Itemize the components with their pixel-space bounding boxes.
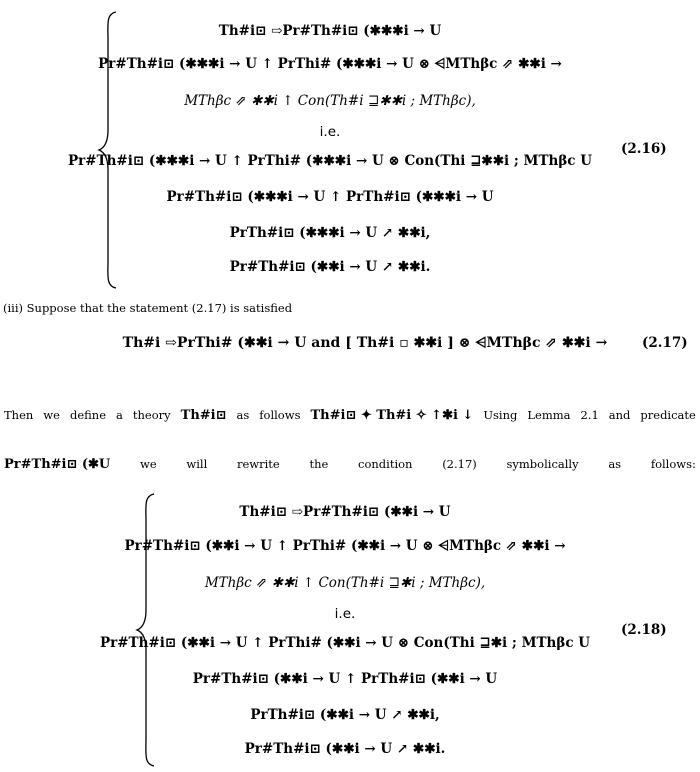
word: follows: [650,457,696,471]
word: (2.17) [442,457,477,471]
eq-2-18-line-2: Pr#Th#i⊡ (✱✱i → U ↑ PrThi# (✱✱i → U ⊗ ⩤MThβc ⇗ ✱✱i → [124,538,566,554]
eq-2-16-line-4: i.e. [319,124,341,140]
word: Then [4,408,34,422]
eq-2-18-line-5: Pr#Th#i⊡ (✱✱i → U ↑ PrThi# (✱✱i → U ⊗ Con(Thi ⊒✱i ; MThβc U [99,635,591,651]
eq-2-18-line-3: MThβc ⇗ ✱✱i ↑ Con(Th#i ⊒✱i ; MThβc), [204,575,486,591]
word: condition [358,457,413,471]
eq-2-18-line-1: Th#i⊡ ⇨Pr#Th#i⊡ (✱✱i → U [239,504,451,520]
eq-2-18-number: (2.18) [621,622,667,638]
word: Pr#Th#i⊡ (✱U [4,457,111,472]
eq-2-18-line-7: PrTh#i⊡ (✱✱i → U ↗ ✱✱i, [250,707,440,723]
eq-2-18-line-8: Pr#Th#i⊡ (✱✱i → U ↗ ✱✱i. [244,741,446,757]
word: predicate [640,408,696,422]
left-brace-2-16 [96,10,120,290]
word: rewrite [236,457,280,471]
prose-iii: (iii) Suppose that the statement (2.17) is satisfied [3,301,293,315]
word: Th#i⊡ [180,408,227,423]
eq-2-16-line-2: Pr#Th#i⊡ (✱✱✱i → U ↑ PrThi# (✱✱✱i → U ⊗ ⩤MThβc ⇗ ✱✱i → [98,56,562,72]
prose-rewrite [4,457,696,472]
eq-2-18-line-6: Pr#Th#i⊡ (✱✱i → U ↑ PrTh#i⊡ (✱✱i → U [192,671,498,687]
eq-2-18-line-4: i.e. [334,606,356,622]
eq-2-17-number: (2.17) [642,335,688,351]
word: Using [483,408,518,422]
eq-2-16-line-5: Pr#Th#i⊡ (✱✱✱i → U ↑ PrThi# (✱✱✱i → U ⊗ Con(Thi ⊒✱✱i ; MThβc U [68,153,592,169]
word: 2.1 [580,408,599,422]
eq-2-16-line-7: PrTh#i⊡ (✱✱✱i → U ↗ ✱✱i, [229,225,431,241]
word: define [69,408,107,422]
word: as [608,457,622,471]
word: Th#i⊡ ✦ Th#i ✧ ↑✱i ↓ [310,408,474,423]
word: symbolically [506,457,579,471]
word: Lemma [527,408,571,422]
word: theory [132,408,171,422]
eq-2-16-line-3: MThβc ⇗ ✱✱i ↑ Con(Th#i ⊒✱✱i ; MThβc), [184,93,476,109]
word: follows [259,408,301,422]
word: we [43,408,60,422]
eq-2-16-line-8: Pr#Th#i⊡ (✱✱i → U ↗ ✱✱i. [229,259,431,275]
eq-2-16-line-1: Th#i⊡ ⇨Pr#Th#i⊡ (✱✱✱i → U [218,23,442,39]
eq-2-16-number: (2.16) [621,141,667,157]
prose-then-define [4,408,696,423]
eq-2-16-line-6: Pr#Th#i⊡ (✱✱✱i → U ↑ PrTh#i⊡ (✱✱✱i → U [166,189,494,205]
eq-2-17: Th#i ⇨PrThi# (✱✱i → U and [ Th#i ▫ ✱✱i ] ⊗ ⩤MThβc ⇗ ✱✱i → [122,335,608,351]
word: as [236,408,250,422]
left-brace-2-18 [134,492,158,768]
word: a [116,408,123,422]
word: will [186,457,208,471]
word: we [140,457,157,471]
word: the [309,457,329,471]
word: and [608,408,631,422]
